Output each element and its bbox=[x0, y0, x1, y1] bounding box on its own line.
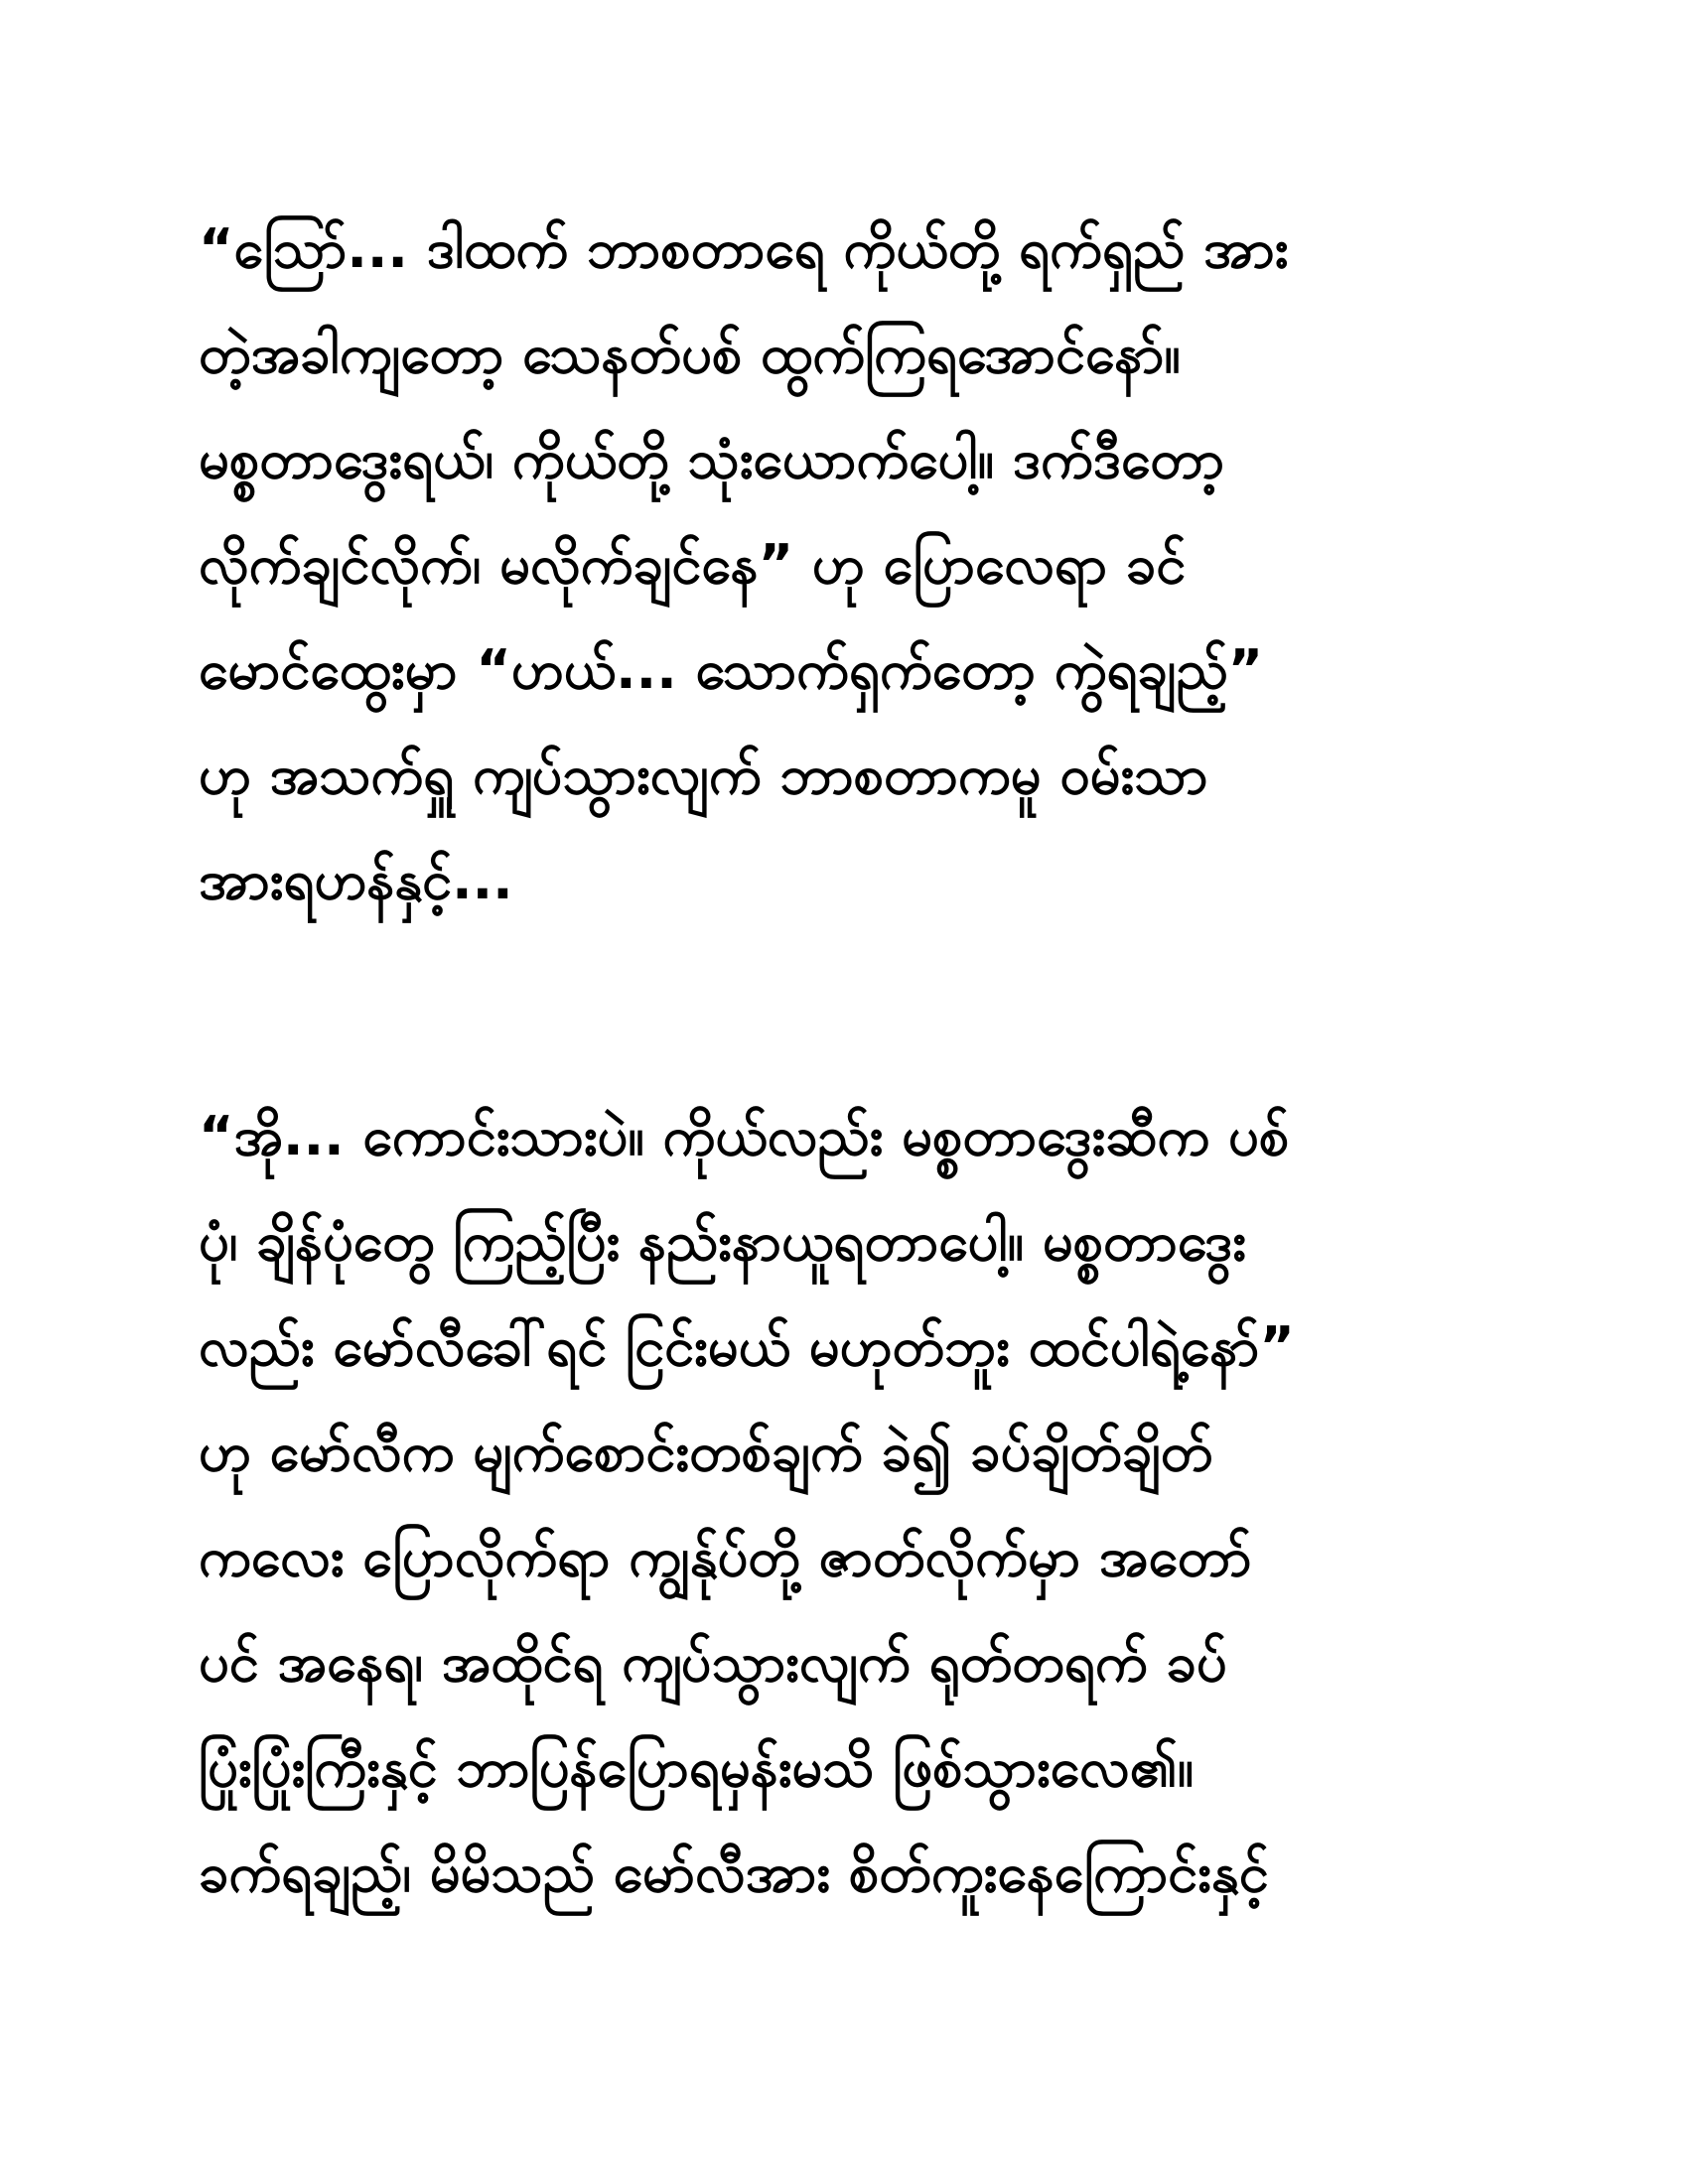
text-line: ခက်ရချည့်၊ မိမိသည် မော်လီအား စိတ်ကူးနေကြောင်းနှင့် bbox=[199, 1842, 1269, 1904]
text-line: ပြုံးပြုံးကြီးနှင့် ဘာပြန်ပြောရမှန်းမသိ ဖြစ်သွားလေ၏။ bbox=[199, 1736, 1195, 1799]
text-line: ပင် အနေရ၊ အထိုင်ရ ကျပ်သွားလျက် ရုတ်တရက် ခပ် bbox=[199, 1631, 1227, 1694]
paragraph-1 bbox=[199, 197, 1489, 933]
text-line: “အို... ကောင်းသားပဲ။ ကိုယ်လည်း မစ္စတာဒွေးဆီက ပစ် bbox=[199, 1105, 1290, 1167]
text-line: လိုက်ချင်လိုက်၊ မလိုက်ချင်နေ” ဟု ပြောလေရာ ခင် bbox=[199, 533, 1187, 596]
text-line: ဟု အသက်ရှူ ကျပ်သွားလျက် ဘာစတာကမူ ဝမ်းသာ bbox=[199, 744, 1208, 806]
text-line: ကလေး ပြောလိုက်ရာ ကျွန်ုပ်တို့ ဇာတ်လိုက်မှာ အတော် bbox=[199, 1526, 1252, 1588]
text-line: မောင်ထွေးမှာ “ဟယ်... သောက်ရှက်တော့ ကွဲရချည့်” bbox=[199, 638, 1264, 701]
text-line: ဟု မော်လီက မျက်စောင်းတစ်ချက် ခဲ၍ ခပ်ချိတ်ချိတ် bbox=[199, 1421, 1213, 1483]
text-line: တဲ့အခါကျတော့ သေနတ်ပစ် ထွက်ကြရအောင်နော်။ bbox=[199, 323, 1181, 385]
text-line: မစ္စတာဒွေးရယ်၊ ကိုယ်တို့ သုံးယောက်ပေါ့။ ဒက်ဒီတော့ bbox=[199, 428, 1225, 490]
text-line: လည်း မော်လီခေါ်ရင် ငြင်းမယ် မဟုတ်ဘူး ထင်ပါရဲ့နော်” bbox=[199, 1315, 1295, 1378]
text-line: အားရဟန်နှင့်... bbox=[199, 849, 513, 911]
text-line: ပုံ၊ ချိန်ပုံတွေ ကြည့်ပြီး နည်းနာယူရတာပေါ့။ မစ္စတာဒွေး bbox=[199, 1210, 1246, 1273]
text-line: “သြော်... ဒါထက် ဘာစတာရေ ကိုယ်တို့ ရက်ရှည် အား bbox=[199, 217, 1289, 280]
paragraph-2 bbox=[199, 1084, 1489, 1926]
